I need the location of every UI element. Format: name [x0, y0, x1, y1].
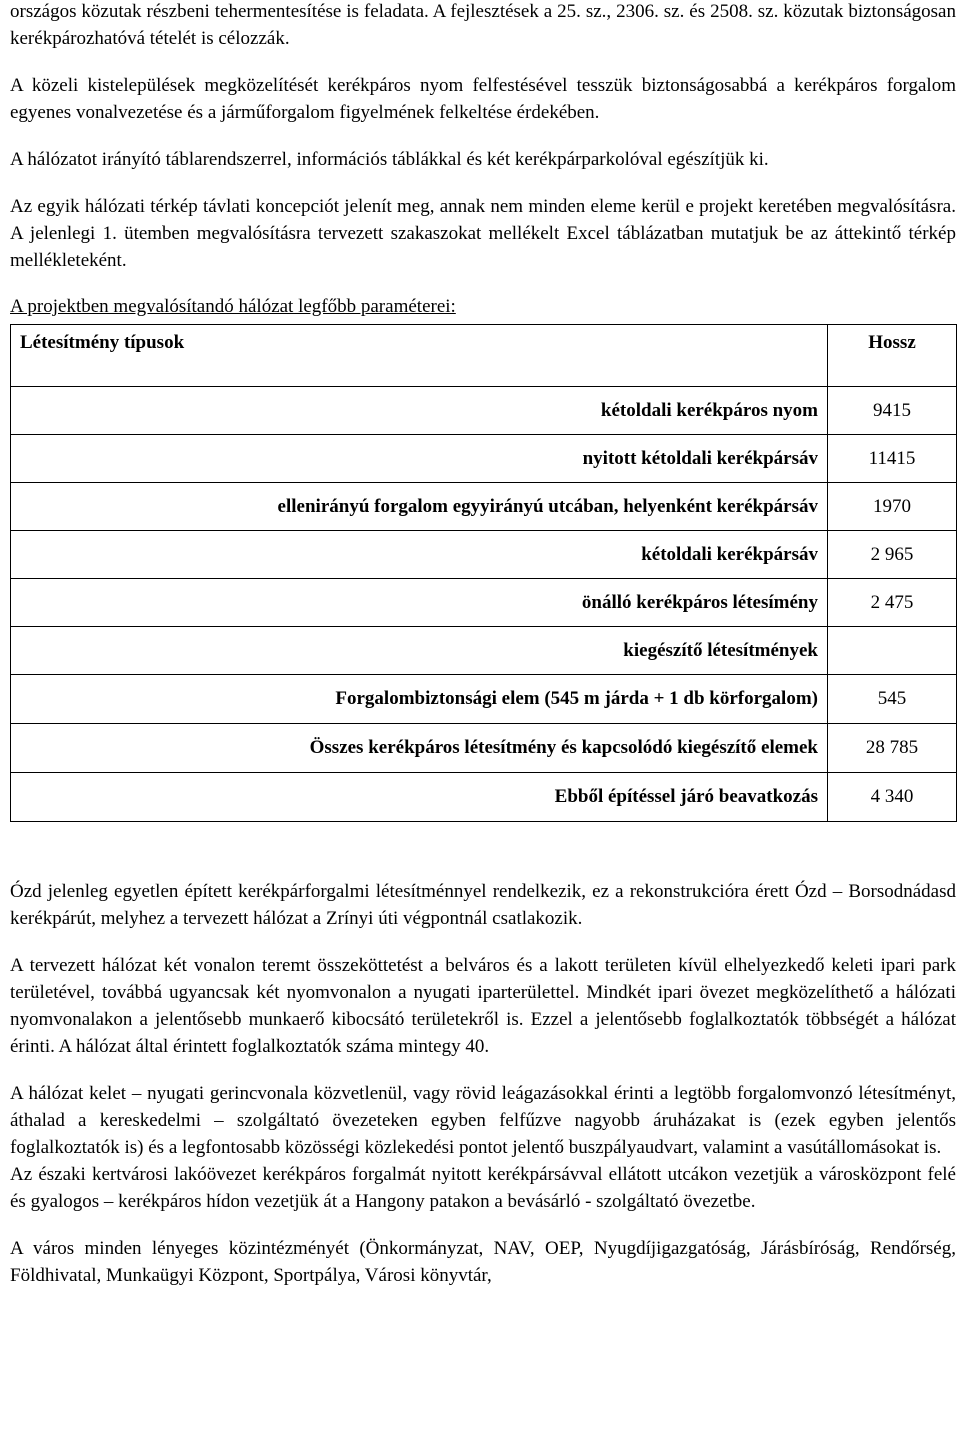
row-length: 4 340 — [828, 773, 957, 822]
table-row — [11, 675, 957, 724]
table-header-row — [11, 325, 957, 387]
row-type: Ebből építéssel járó beavatkozás — [11, 773, 828, 822]
paragraph-road-relief: országos közutak részbeni tehermentesítése is feladata. A fejlesztések a 25. sz., 2306. sz. és 2508. sz. közutak biztonságosan kerékpározhatóvá tételét is célozzák. — [10, 1, 956, 49]
table-row — [11, 724, 957, 773]
table-caption: A projektben megvalósítandó hálózat legfőbb paraméterei: — [10, 296, 456, 317]
header-length: Hossz — [828, 325, 957, 387]
row-type: Forgalombiztonsági elem (545 m járda + 1 db körforgalom) — [11, 675, 828, 724]
document-page — [10, 0, 956, 1289]
row-type: kiegészítő létesítmények — [11, 627, 828, 675]
paragraph-network-map: Az egyik hálózati térkép távlati koncepciót jelenít meg, annak nem minden eleme kerül e projekt keretében megvalósításra. A jelenlegi 1. ütemben megvalósításra tervezett szakaszokat mellékelt Excel táblázatban mutatjuk be az áttekintő térkép mellékleteként. — [10, 196, 956, 271]
paragraph-planned-network: A tervezett hálózat két vonalon teremt összeköttetést a belváros és a lakott területen kívül elhelyezkedő keleti ipari park területével, továbbá ugyancsak két nyomvonalon a nyugati iparterülettel. Mindkét ipari övezet megközelíthető a hálózati nyomvonalakon a jelentősebb munkaerő kibocsátó területekről is. Ezzel a jelentősebb foglalkoztatók többségét a hálózat érinti. A hálózat által érintett foglalkoztatók száma mintegy 40. — [10, 955, 956, 1057]
row-type: ellenirányú forgalom egyyirányú utcában, helyenként kerékpársáv — [11, 483, 828, 531]
paragraph-east-west-axis: A hálózat kelet – nyugati gerincvonala közvetlenül, vagy rövid leágazásokkal érinti a legtöbb forgalomvonzó létesítményt, áthalad a kereskedelmi – szolgáltató övezeteken egyben felfűzve nagyobb áruházakat is (ezek egyben jelentős foglalkoztatók is) és a legfontosabb közösségi közlekedési pontot jelentő buszpályaudvart, valamint a vasútállomásokat is. — [10, 1083, 956, 1158]
table-row — [11, 483, 957, 531]
row-length: 2 475 — [828, 579, 957, 627]
header-type: Létesítmény típusok — [11, 325, 828, 387]
row-type: nyitott kétoldali kerékpársáv — [11, 435, 828, 483]
row-length: 545 — [828, 675, 957, 724]
row-length: 1970 — [828, 483, 957, 531]
paragraph-sign-system: A hálózatot irányító táblarendszerrel, információs táblákkal és két kerékpárparkolóval egészítjük ki. — [10, 149, 769, 170]
table-row — [11, 773, 957, 822]
row-type: kétoldali kerékpársáv — [11, 531, 828, 579]
paragraph-public-institutions: A város minden lényeges közintézményét (Önkormányzat, NAV, OEP, Nyugdíjigazgatóság, Járásbíróság, Rendőrség, Földhivatal, Munkaügyi Központ, Sportpálya, Városi könyvtár, — [10, 1238, 956, 1286]
row-length: 9415 — [828, 387, 957, 435]
table-row — [11, 531, 957, 579]
table-row — [11, 579, 957, 627]
paragraph-northern-district: Az északi kertvárosi lakóövezet kerékpáros forgalmát nyitott kerékpársávval ellátott utcákon vezetjük a városközpont felé és gyalogos – kerékpáros hídon vezetjük át a Hangony patakon a bevásárló - szolgáltató övezetbe. — [10, 1164, 956, 1212]
row-type: önálló kerékpáros létesímény — [11, 579, 828, 627]
paragraph-ozd-existing: Ózd jelenleg egyetlen épített kerékpárforgalmi létesítménnyel rendelkezik, ez a rekonstrukcióra érett Ózd – Borsodnádasd kerékpárút, melyhez a tervezett hálózat a Zrínyi úti végpontnál csatlakozik. — [10, 881, 956, 929]
table-row — [11, 627, 957, 675]
table-row — [11, 435, 957, 483]
table-row — [11, 387, 957, 435]
row-length: 11415 — [828, 435, 957, 483]
parameters-table — [10, 324, 957, 822]
row-length: 2 965 — [828, 531, 957, 579]
row-type: Összes kerékpáros létesítmény és kapcsolódó kiegészítő elemek — [11, 724, 828, 773]
row-length: 28 785 — [828, 724, 957, 773]
row-length — [828, 627, 957, 675]
row-type: kétoldali kerékpáros nyom — [11, 387, 828, 435]
paragraph-nearby-settlements: A közeli kistelepülések megközelítését kerékpáros nyom felfestésével tesszük biztonságosabbá a kerékpáros forgalom egyenes vonalvezetése és a járműforgalom figyelmének felkeltése érdekében. — [10, 75, 956, 123]
